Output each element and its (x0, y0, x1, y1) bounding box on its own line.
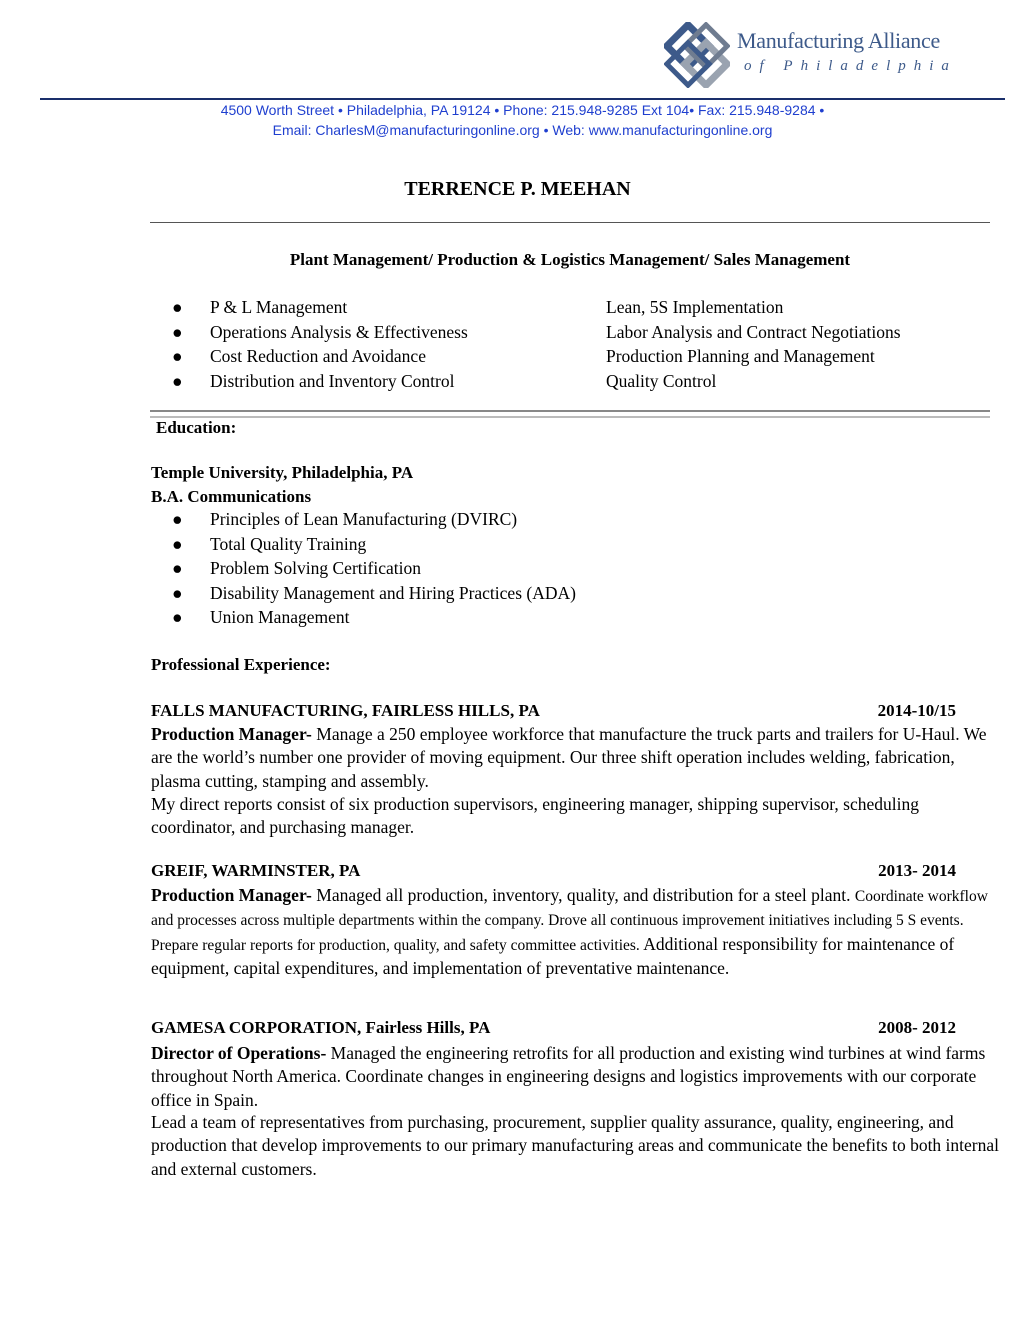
skill-right: Quality Control (606, 370, 717, 391)
skill-left: P & L Management (210, 297, 348, 317)
job-header (151, 701, 956, 721)
experience-heading: Professional Experience: (151, 655, 331, 674)
bullet-icon: ● (172, 607, 183, 628)
logo-subtitle: of Philadelphia (744, 58, 957, 74)
job-title: Director of Operations- (151, 1043, 327, 1063)
training-item: Disability Management and Hiring Practices (ADA) (210, 582, 576, 603)
logo-name: Manufacturing Alliance (737, 28, 940, 53)
job-header (151, 1018, 956, 1038)
job-team: Lead a team of representatives from purchasing, procurement, supplier quality assurance, quality, engineering, and production that develop improvements to our primary manufacturing areas and communicate the benefits to both internal and external customers. (151, 1112, 1000, 1179)
education-heading: Education: (156, 418, 237, 437)
job-summary: Managed the engineering retrofits for all production and existing wind turbines at wind farms throughout North America. Coordinate changes in engineering designs and logistics improvements with our corporate office in Spain. (151, 1043, 986, 1110)
skill-row (172, 297, 992, 322)
bullet-icon: ● (172, 321, 183, 342)
job-summary-detail: Coordinate workflow and processes across multiple departments within the company. Drove all continuous improvement initiatives including 5 S events. Prepare regular reports for production, quality, and safety committee activities. (151, 888, 988, 954)
skill-row (172, 346, 992, 371)
job-reports: My direct reports consist of six production supervisors, engineering manager, shipping supervisor, scheduling coordinator, and purchasing manager. (151, 794, 919, 838)
job-description (151, 884, 1001, 980)
skill-right: Lean, 5S Implementation (606, 297, 784, 317)
bullet-icon: ● (172, 509, 183, 529)
contact-address-line: 4500 Worth Street • Philadelphia, PA 19124 • Phone: 215.948-9285 Ext 104• Fax: 215.948-9284 • (220, 102, 825, 118)
skill-right: Production Planning and Management (606, 346, 875, 366)
job-title: Production Manager- (151, 885, 312, 905)
skill-row (172, 322, 992, 347)
bullet-icon: ● (172, 558, 183, 579)
job-header (151, 861, 956, 881)
job-summary: Managed all production, inventory, quality, and distribution for a steel plant. (311, 885, 851, 905)
header-divider (40, 98, 1005, 100)
training-item: Principles of Lean Manufacturing (DVIRC) (210, 509, 518, 529)
degree: B.A. Communications (151, 487, 312, 506)
bullet-icon: ● (172, 533, 183, 554)
school-name: Temple University, Philadelphia, PA (151, 463, 414, 482)
training-item: Union Management (210, 607, 350, 628)
skill-left: Cost Reduction and Avoidance (210, 346, 426, 366)
bullet-icon: ● (172, 370, 183, 391)
name-divider (150, 222, 990, 223)
section-divider (150, 410, 990, 418)
skill-row (172, 371, 992, 396)
job-description (151, 723, 1001, 793)
skills-list (172, 297, 992, 395)
job-company: GREIF, WARMINSTER, PA (151, 861, 361, 880)
skill-left: Distribution and Inventory Control (210, 370, 455, 391)
job-dates: 2014-10/15 (877, 701, 956, 720)
bullet-icon: ● (172, 346, 183, 366)
job-company: FALLS MANUFACTURING, FAIRLESS HILLS, PA (151, 701, 540, 720)
company-logo (664, 22, 974, 88)
training-item: Total Quality Training (210, 533, 367, 554)
job-dates: 2008- 2012 (878, 1018, 956, 1037)
job-summary: Manage a 250 employee workforce that manufacture the truck parts and trailers for U-Haul. We are the world’s number one provider of moving equipment. Our three shift operation includes welding, fabrication, plasma cutting, stamping and assembly. (151, 724, 987, 791)
training-item: Problem Solving Certification (210, 558, 421, 579)
career-summary-title: Plant Management/ Production & Logistics Management/ Sales Management (289, 250, 851, 269)
contact-email-web-line[interactable]: Email: CharlesM@manufacturingonline.org • Web: www.manufacturingonline.org (272, 122, 773, 138)
job-dates: 2013- 2014 (878, 861, 956, 880)
job-summary-tail: Additional responsibility for maintenance of equipment, capital expenditures, and implementation of preventative maintenance. (151, 933, 955, 978)
skill-right: Labor Analysis and Contract Negotiations (606, 321, 901, 342)
skill-left: Operations Analysis & Effectiveness (210, 321, 468, 342)
job-company: GAMESA CORPORATION, Fairless Hills, PA (151, 1018, 491, 1037)
job-title: Production Manager- (151, 724, 312, 744)
candidate-name: TERRENCE P. MEEHAN (404, 178, 631, 200)
bullet-icon: ● (172, 582, 183, 603)
bullet-icon: ● (172, 297, 183, 317)
interlocking-squares-logo-icon (664, 22, 730, 88)
job-description (151, 1042, 1001, 1112)
